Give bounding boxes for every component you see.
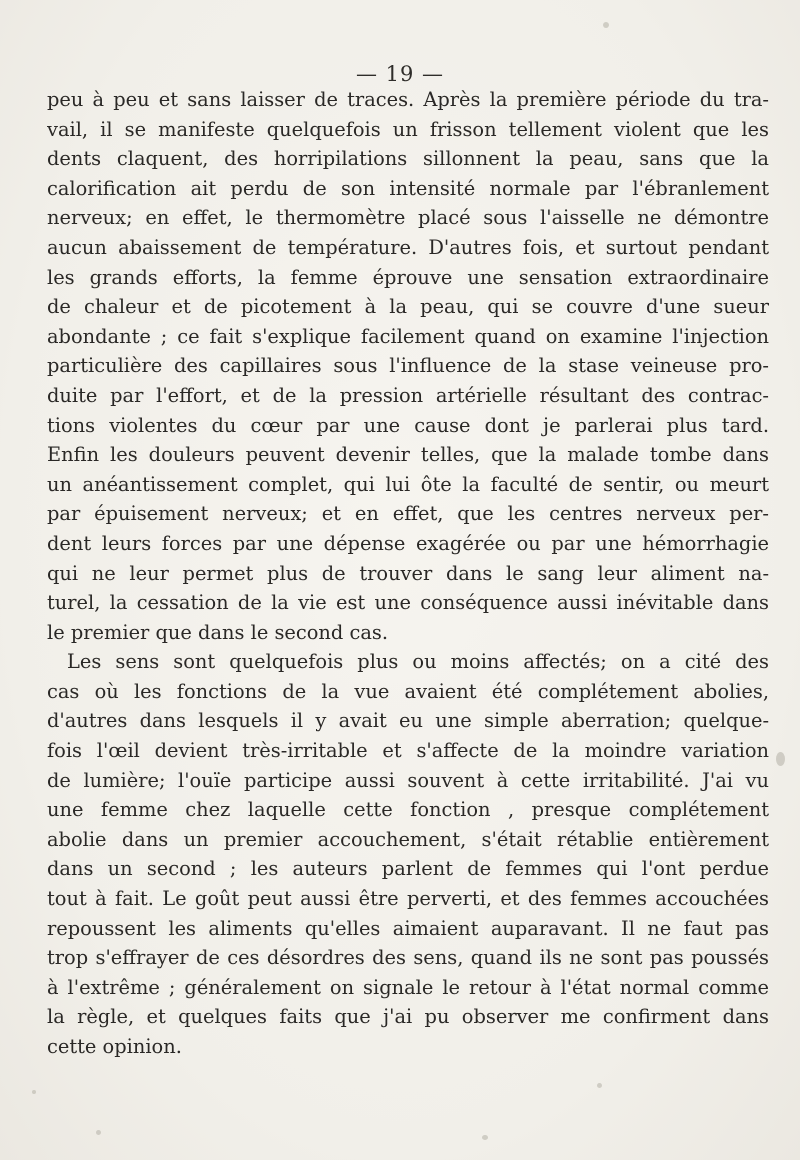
scan-speck [96, 1130, 101, 1135]
text-line: par épuisement nerveux; et en effet, que les centres nerveux per- [47, 502, 769, 526]
paragraph [47, 85, 769, 647]
scan-speck [603, 22, 609, 28]
text-line: Les sens sont quelquefois plus ou moins affectés; on a cité des [67, 650, 769, 674]
text-line: de lumière; l'ouïe participe aussi souvent à cette irritabilité. J'ai vu [47, 768, 769, 792]
text-line: vail, il se manifeste quelquefois un frisson tellement violent que les [47, 117, 769, 141]
text-line: un anéantissement complet, qui lui ôte la faculté de sentir, ou meurt [47, 472, 769, 496]
text-line: repoussent les aliments qu'elles aimaient auparavant. Il ne faut pas [47, 916, 769, 940]
text-line: peu à peu et sans laisser de traces. Après la première période du tra- [47, 88, 769, 111]
text-line: Enfin les douleurs peuvent devenir telles, que la malade tombe dans [47, 443, 769, 467]
text-line: trop s'effrayer de ces désordres des sens, quand ils ne sont pas poussés [47, 946, 769, 970]
text-line: particulière des capillaires sous l'influence de la stase veineuse pro- [47, 354, 769, 378]
text-line: tions violentes du cœur par une cause dont je parlerai plus tard. [47, 413, 769, 437]
page-number: — 19 — [355, 62, 445, 86]
text-line: les grands efforts, la femme éprouve une sensation extraordinaire [47, 265, 769, 289]
paragraph [47, 647, 769, 1061]
text-line: d'autres dans lesquels il y avait eu une simple aberration; quelque- [47, 709, 769, 733]
text-line: le premier que dans le second cas. [47, 620, 389, 644]
text-line: fois l'œil devient très-irritable et s'affecte de la moindre variation [47, 739, 769, 763]
scan-speck [776, 752, 785, 766]
text-line: à l'extrême ; généralement on signale le retour à l'état normal comme [47, 975, 769, 999]
text-line: de chaleur et de picotement à la peau, qui se couvre d'une sueur [47, 295, 769, 319]
text-line: abolie dans un premier accouchement, s'était rétablie entièrement [47, 827, 769, 851]
text-line: une femme chez laquelle cette fonction , presque complétement [47, 798, 769, 822]
scan-speck [597, 1083, 602, 1088]
text-line: la règle, et quelques faits que j'ai pu observer me confirment dans [47, 1005, 769, 1029]
text-line: dents claquent, des horripilations sillonnent la peau, sans que la [47, 147, 769, 171]
text-line: cette opinion. [47, 1035, 182, 1058]
text-line: aucun abaissement de température. D'autres fois, et surtout pendant [47, 235, 769, 259]
text-line: dent leurs forces par une dépense exagérée ou par une hémorrhagie [47, 531, 769, 555]
text-line: duite par l'effort, et de la pression artérielle résultant des contrac- [47, 383, 769, 407]
text-line: dans un second ; les auteurs parlent de femmes qui l'ont perdue [47, 857, 769, 881]
text-line: tout à fait. Le goût peut aussi être perverti, et des femmes accouchées [47, 887, 769, 911]
scan-speck [32, 1090, 36, 1094]
scan-speck [482, 1135, 488, 1140]
text-line: qui ne leur permet plus de trouver dans le sang leur aliment na- [47, 561, 769, 585]
text-line: nerveux; en effet, le thermomètre placé sous l'aisselle ne démontre [47, 206, 769, 230]
text-line: abondante ; ce fait s'explique facilement quand on examine l'injection [47, 324, 769, 348]
text-line: turel, la cessation de la vie est une conséquence aussi inévitable dans [47, 591, 769, 615]
text-line: cas où les fonctions de la vue avaient été complétement abolies, [47, 679, 769, 703]
body-text [47, 85, 769, 1062]
text-line: calorification ait perdu de son intensité normale par l'ébranlement [47, 176, 769, 200]
